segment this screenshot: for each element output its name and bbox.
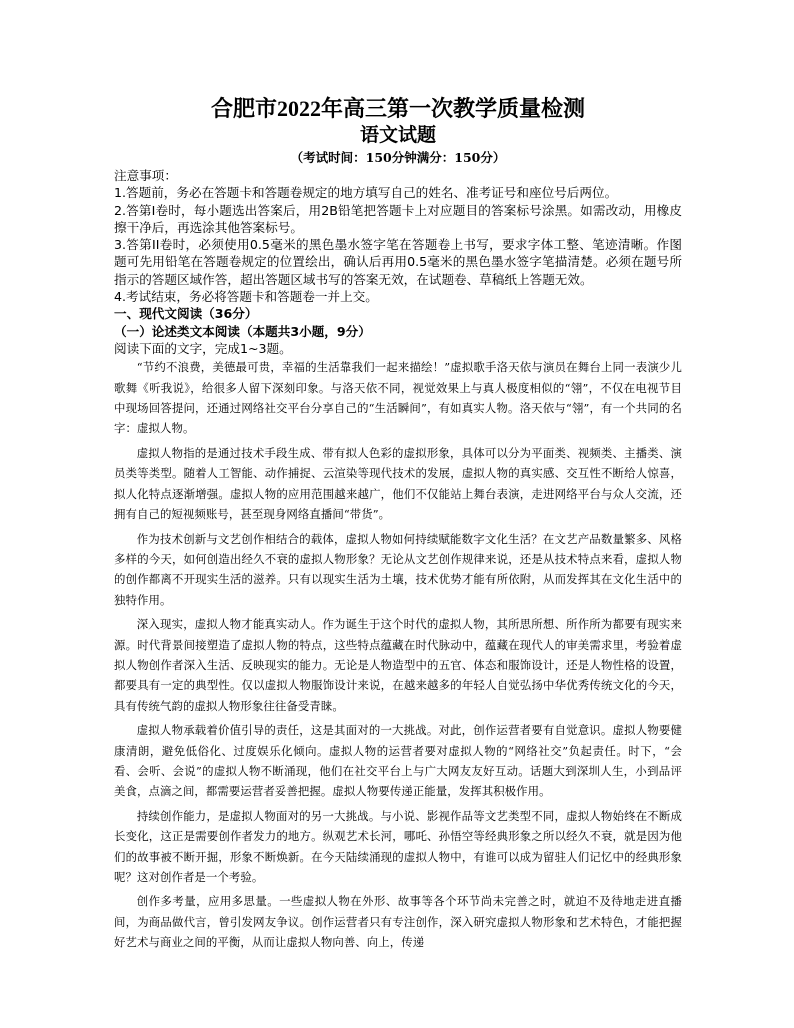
subsection-heading: （一）论述类文本阅读（本题共3小题，9分） <box>114 323 371 339</box>
passage-paragraph: 虚拟人物承载着价值引导的责任，这是其面对的一大挑战。对此，创作运营者要有自觉意识。虚拟人物要健康清朗，避免低俗化、过度娱乐化倾向。虚拟人物的运营者要对虚拟人物的“网络社交”负起责任。时下，“会看、会听、会说”的虚拟人物不断涌现，他们在社交平台上与广大网友友好互动。话题大到深圳人生，小到品评美食，点滴之间，都需要运营者妥善把握。虚拟人物要传递正能量，发挥其积极作用。 <box>114 723 682 799</box>
notice-item: 1.答题前，务必在答题卡和答题卷规定的地方填写自己的姓名、准考证号和座位号后两位。 <box>114 185 618 201</box>
exam-subtitle: 语文试题 <box>359 125 436 146</box>
notice-block <box>114 167 682 305</box>
exam-time-info: （考试时间：150分钟满分：150分） <box>290 150 506 165</box>
notice-heading: 注意事项： <box>114 168 177 183</box>
passage-paragraph: 作为技术创新与文艺创作相结合的载体，虚拟人物如何持续赋能数字文化生活？在文艺产品数量繁多、风格多样的今天，如何创造出经久不衰的虚拟人物形象？无论从文艺创作规律来说，还是从技术特点来看，虚拟人物的创作都离不开现实生活的滋养。只有以现实生活为土壤，技术优势才能有所依附，从而发挥其在文化生活中的独特作用。 <box>114 531 682 607</box>
passage-paragraph: 深入现实，虚拟人物才能真实动人。作为诞生于这个时代的虚拟人物，其所思所想、所作所为都要有现实来源。时代背景间接塑造了虚拟人物的特点，这些特点蕴藏在时代脉动中，蕴藏在现代人的审美需求里，考验着虚拟人物创作者深入生活、反映现实的能力。无论是人物造型中的五官、体态和服饰设计，还是人物性格的设置，都要具有一定的典型性。仅以虚拟人物服饰设计来说，在越来越多的年轻人自觉弘扬中华优秀传统文化的今天，具有传统气韵的虚拟人物形象往往备受青睐。 <box>114 617 682 713</box>
reading-instruction: 阅读下面的文字，完成1~3题。 <box>114 340 292 356</box>
passage-paragraph: 持续创作能力，是虚拟人物面对的另一大挑战。与小说、影视作品等文艺类型不同，虚拟人物始终在不断成长变化，这正是需要创作者发力的地方。纵观艺术长河，哪吒、孙悟空等经典形象之所以经久不衰，就是因为他们的故事被不断开掘，形象不断焕新。在今天陆续涌现的虚拟人物中，有谁可以成为留驻人们记忆中的经典形象呢？这对创作者是一个考验。 <box>114 808 682 885</box>
passage-paragraph: “节约不浪费，美德最可贵，幸福的生活靠我们一起来描绘！”虚拟歌手洛天依与演员在舞台上同一表演少儿歌舞《听我说》，给很多人留下深刻印象。与洛天依不同，视觉效果上与真人极度相似的“翎”，不仅在电视节目中现场回答提问，还通过网络社交平台分享自己的“生活瞬间”，有如真实人物。洛天依与“翎”，有一个共同的名字：虚拟人物。 <box>114 360 682 436</box>
notice-item: 3.答第II卷时，必须使用0.5毫米的黑色墨水签字笔在答题卷上书写，要求字体工整、笔迹清晰。作图题可先用铅笔在答题卷规定的位置绘出，确认后再用0.5毫米的黑色墨水签字笔描清楚。必须在题号所指示的答题区域作答，超出答题区域书写的答案无效，在试题卷、草稿纸上答题无效。 <box>114 237 682 287</box>
notice-item: 4.考试结束，务必将答题卡和答题卷一并上交。 <box>114 289 378 305</box>
exam-title: 合肥市2022年高三第一次教学质量检测 <box>210 96 585 121</box>
reading-passage <box>114 357 682 952</box>
passage-paragraph: 虚拟人物指的是通过技术手段生成、带有拟人色彩的虚拟形象，具体可以分为平面类、视频类、主播类、演员类等类型。随着人工智能、动作捕捉、云渲染等现代技术的发展，虚拟人物的真实感、交互性不断给人惊喜，拟人化特点逐渐增强。虚拟人物的应用范围越来越广，他们不仅能站上舞台表演，走进网络平台与众人交流，还拥有自己的短视频账号，甚至现身网络直播间“带货”。 <box>114 445 682 522</box>
passage-paragraph: 创作多考量，应用多思量。一些虚拟人物在外形、故事等各个环节尚未完善之时，就迫不及待地走进直播间，为商品做代言，曾引发网友争议。创作运营者只有专注创作，深入研究虚拟人物形象和艺术特色，才能把握好艺术与商业之间的平衡，从而让虚拟人物向善、向上，传递 <box>114 894 682 950</box>
section-heading: 一、现代文阅读（36分） <box>114 306 258 322</box>
notice-item: 2.答第Ⅰ卷时，每小题选出答案后，用2B铅笔把答题卡上对应题目的答案标号涂黑。如需改动，用橡皮擦干净后，再选涂其他答案标号。 <box>114 202 682 235</box>
